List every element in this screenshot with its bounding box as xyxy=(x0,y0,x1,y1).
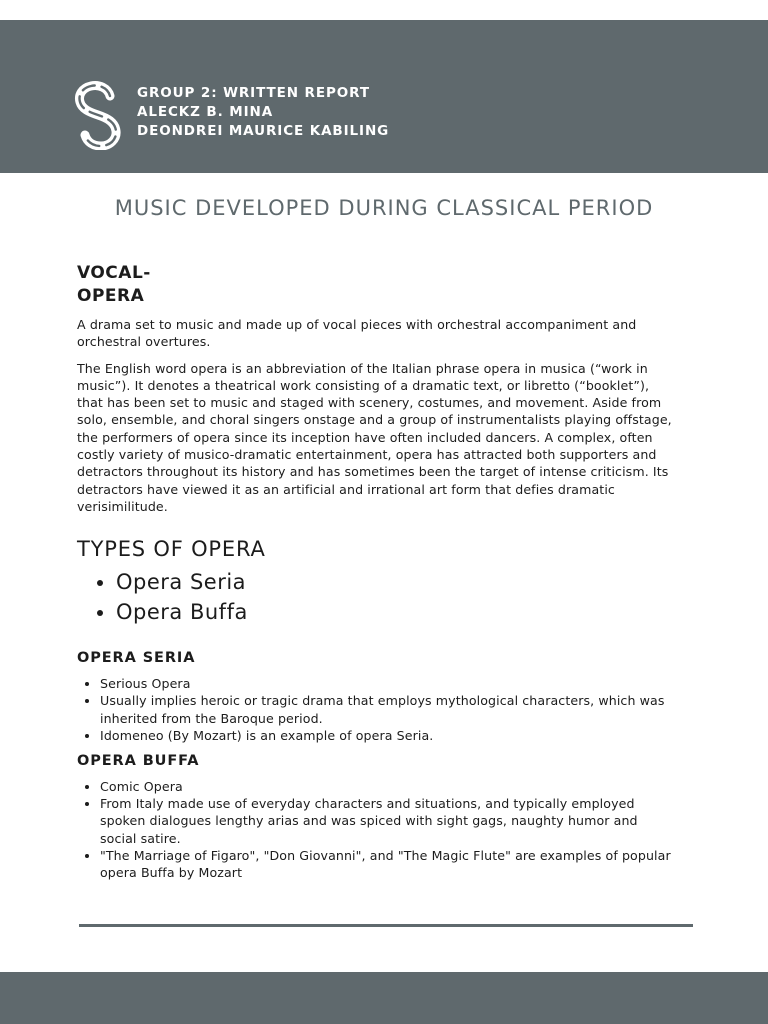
vocal-opera-heading: VOCAL-OPERA xyxy=(77,263,151,306)
opera-definition: A drama set to music and made up of vocal pieces with orchestral accompaniment and orchestral overtures. xyxy=(77,317,637,350)
list-item: • Opera Buffa xyxy=(116,597,677,627)
list-item: • Usually implies heroic or tragic drama that employs mythological characters, which was inherited from the Baroque period. xyxy=(100,692,677,726)
page-title: MUSIC DEVELOPED DURING CLASSICAL PERIOD xyxy=(114,196,654,220)
types-list xyxy=(77,567,677,627)
opera-seria-heading: OPERA SERIA xyxy=(77,650,196,667)
list-item: • From Italy made use of everyday characters and situations, and typically employed spoken dialogues lengthy arias and was spiced with sight gags, naughty humor and social satire. xyxy=(100,795,677,847)
types-of-opera-heading: TYPES OF OPERA xyxy=(77,537,266,562)
list-item: • "The Marriage of Figaro", "Don Giovanni", and "The Magic Flute" are examples of popular opera Buffa by Mozart xyxy=(100,847,677,881)
list-item: • Opera Seria xyxy=(116,567,677,597)
list-item: • Serious Opera xyxy=(100,675,677,692)
s-chain-logo-icon xyxy=(74,80,124,150)
author-name-2: DEONDREI MAURICE KABILING xyxy=(137,123,390,139)
opera-description: The English word opera is an abbreviation of the Italian phrase opera in musica (“work in music”). It denotes a theatrical work consisting of a dramatic text, or libretto (“booklet”), that has been set to music and staged with scenery, costumes, and movement. Aside from solo, ensemble, and choral singers onstage and a group of instrumentalists playing offstage, the performers of opera since its inception have often included dancers. A complex, often costly variety of musico-dramatic entertainment, opera has attracted both supporters and detractors throughout its history and has sometimes been the target of intense criticism. Its detractors have viewed it as an artificial and irrational art form that defies dramatic verisimilitude. xyxy=(77,360,672,514)
list-item: • Comic Opera xyxy=(100,778,677,795)
list-item: • Idomeneo (By Mozart) is an example of opera Seria. xyxy=(100,727,677,744)
section-divider xyxy=(79,924,693,927)
main-content xyxy=(77,262,677,881)
opera-buffa-list xyxy=(77,778,677,881)
report-group-label: GROUP 2: WRITTEN REPORT xyxy=(137,85,370,101)
footer-band xyxy=(0,972,768,1024)
header-text xyxy=(137,84,389,141)
author-name-1: ALECKZ B. MINA xyxy=(137,104,274,120)
opera-buffa-heading: OPERA BUFFA xyxy=(77,753,200,770)
opera-seria-list xyxy=(77,675,677,744)
